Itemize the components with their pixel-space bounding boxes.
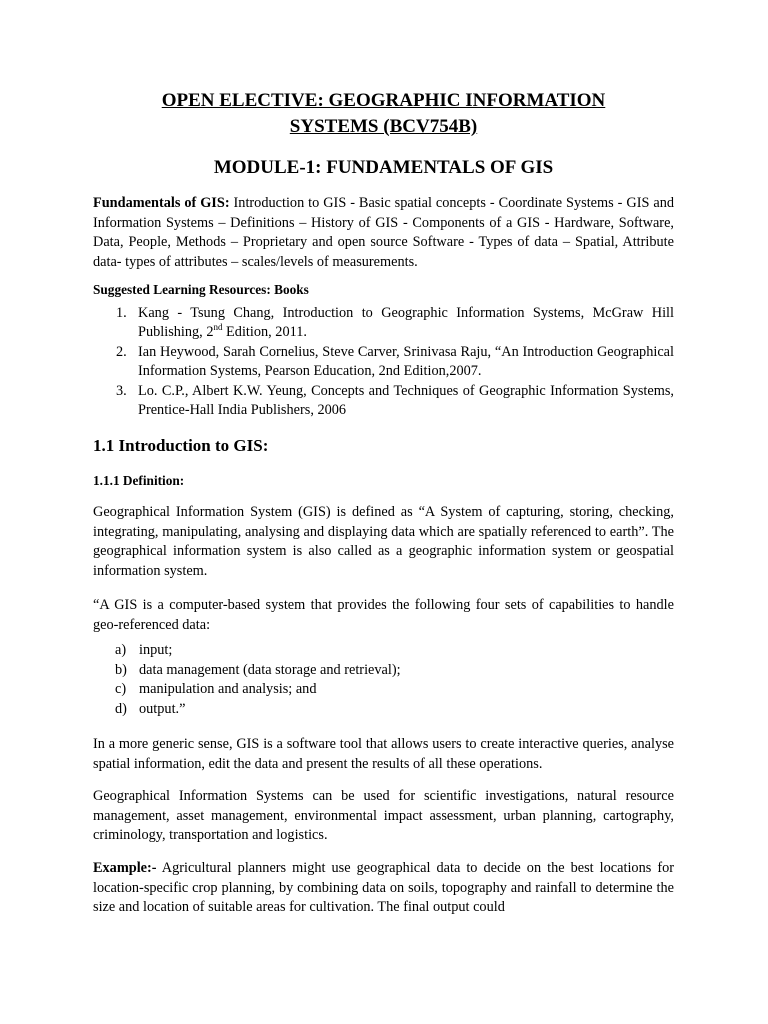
reference-item bbox=[93, 304, 674, 341]
capability-item bbox=[93, 680, 674, 700]
capability-item bbox=[93, 641, 674, 661]
capabilities-list bbox=[93, 641, 674, 719]
generic-paragraph: In a more generic sense, GIS is a software tool that allows users to create interactive queries, analyse spatial information, edit the data and present the results of all these operations. bbox=[93, 736, 674, 772]
capability-text: data management (data storage and retrieval); bbox=[139, 661, 401, 678]
resources-list bbox=[93, 304, 674, 422]
reference-text: Ian Heywood, Sarah Cornelius, Steve Carver, Srinivasa Raju, “An Introduction Geographical Information Systems, Pearson Education, 2nd Edition,2007. bbox=[138, 344, 674, 379]
reference-item bbox=[93, 343, 674, 380]
reference-item bbox=[93, 382, 674, 419]
example-label: Example:- bbox=[93, 860, 157, 876]
capability-text: output.” bbox=[139, 700, 186, 717]
capability-letter: b) bbox=[115, 661, 127, 678]
example-paragraph bbox=[93, 859, 674, 918]
definition-paragraph: Geographical Information System (GIS) is defined as “A System of capturing, storing, checking, integrating, manipulating, analysing and displaying data which are spatially referenced to earth”. The geographical information system is also called as a geographic information system or geospatial information system. bbox=[93, 504, 674, 579]
reference-number: 2. bbox=[116, 344, 127, 361]
resources-heading: Suggested Learning Resources: Books bbox=[93, 282, 309, 297]
reference-number: 1. bbox=[116, 305, 127, 321]
document-title-line-1: OPEN ELECTIVE: GEOGRAPHIC INFORMATION bbox=[161, 90, 606, 111]
section-heading-1-1: 1.1 Introduction to GIS: bbox=[93, 436, 269, 455]
module-heading: MODULE-1: FUNDAMENTALS OF GIS bbox=[213, 157, 554, 178]
capability-letter: a) bbox=[115, 642, 127, 658]
reference-text: Kang - Tsung Chang, Introduction to Geographic Information Systems, McGraw Hill Publishing, 2 bbox=[138, 305, 674, 340]
capability-item bbox=[93, 661, 674, 681]
document-title-line-2: SYSTEMS (BCV754B) bbox=[289, 116, 478, 137]
reference-superscript: nd bbox=[213, 321, 223, 332]
example-text: Agricultural planners might use geographical data to decide on the best locations for location-specific crop planning, by combining data on soils, topography and rainfall to determine the size and location of suitable areas for cultivation. The final output could bbox=[93, 860, 674, 916]
capability-text: manipulation and analysis; and bbox=[139, 681, 317, 697]
fundamentals-label: Fundamentals of GIS: bbox=[93, 195, 230, 211]
capability-letter: c) bbox=[115, 681, 127, 697]
quote-paragraph: “A GIS is a computer-based system that provides the following four sets of capabilities to handle geo-referenced data: bbox=[93, 597, 674, 633]
capability-letter: d) bbox=[115, 700, 127, 717]
fundamentals-paragraph bbox=[93, 194, 674, 272]
capability-item bbox=[93, 700, 674, 720]
reference-text-end: Edition, 2011. bbox=[222, 323, 307, 340]
document-title bbox=[93, 88, 674, 140]
fundamentals-text: Introduction to GIS - Basic spatial concepts - Coordinate Systems - GIS and Information Systems – Definitions – History of GIS - Components of a GIS - Hardware, Software, Data, People, Methods – Proprietary and open source Software - Types of data – Spatial, Attribute data- types of attributes – scales/levels of measurements. bbox=[93, 195, 674, 270]
uses-paragraph: Geographical Information Systems can be used for scientific investigations, natural resource management, asset management, environmental impact assessment, urban planning, cartography, criminology, transportation and logistics. bbox=[93, 788, 674, 844]
reference-number: 3. bbox=[116, 383, 127, 400]
reference-text: Lo. C.P., Albert K.W. Yeung, Concepts and Techniques of Geographic Information Systems, Prentice-Hall India Publishers, 2006 bbox=[138, 383, 674, 418]
section-heading-1-1-1: 1.1.1 Definition: bbox=[93, 473, 185, 488]
capability-text: input; bbox=[139, 642, 173, 658]
